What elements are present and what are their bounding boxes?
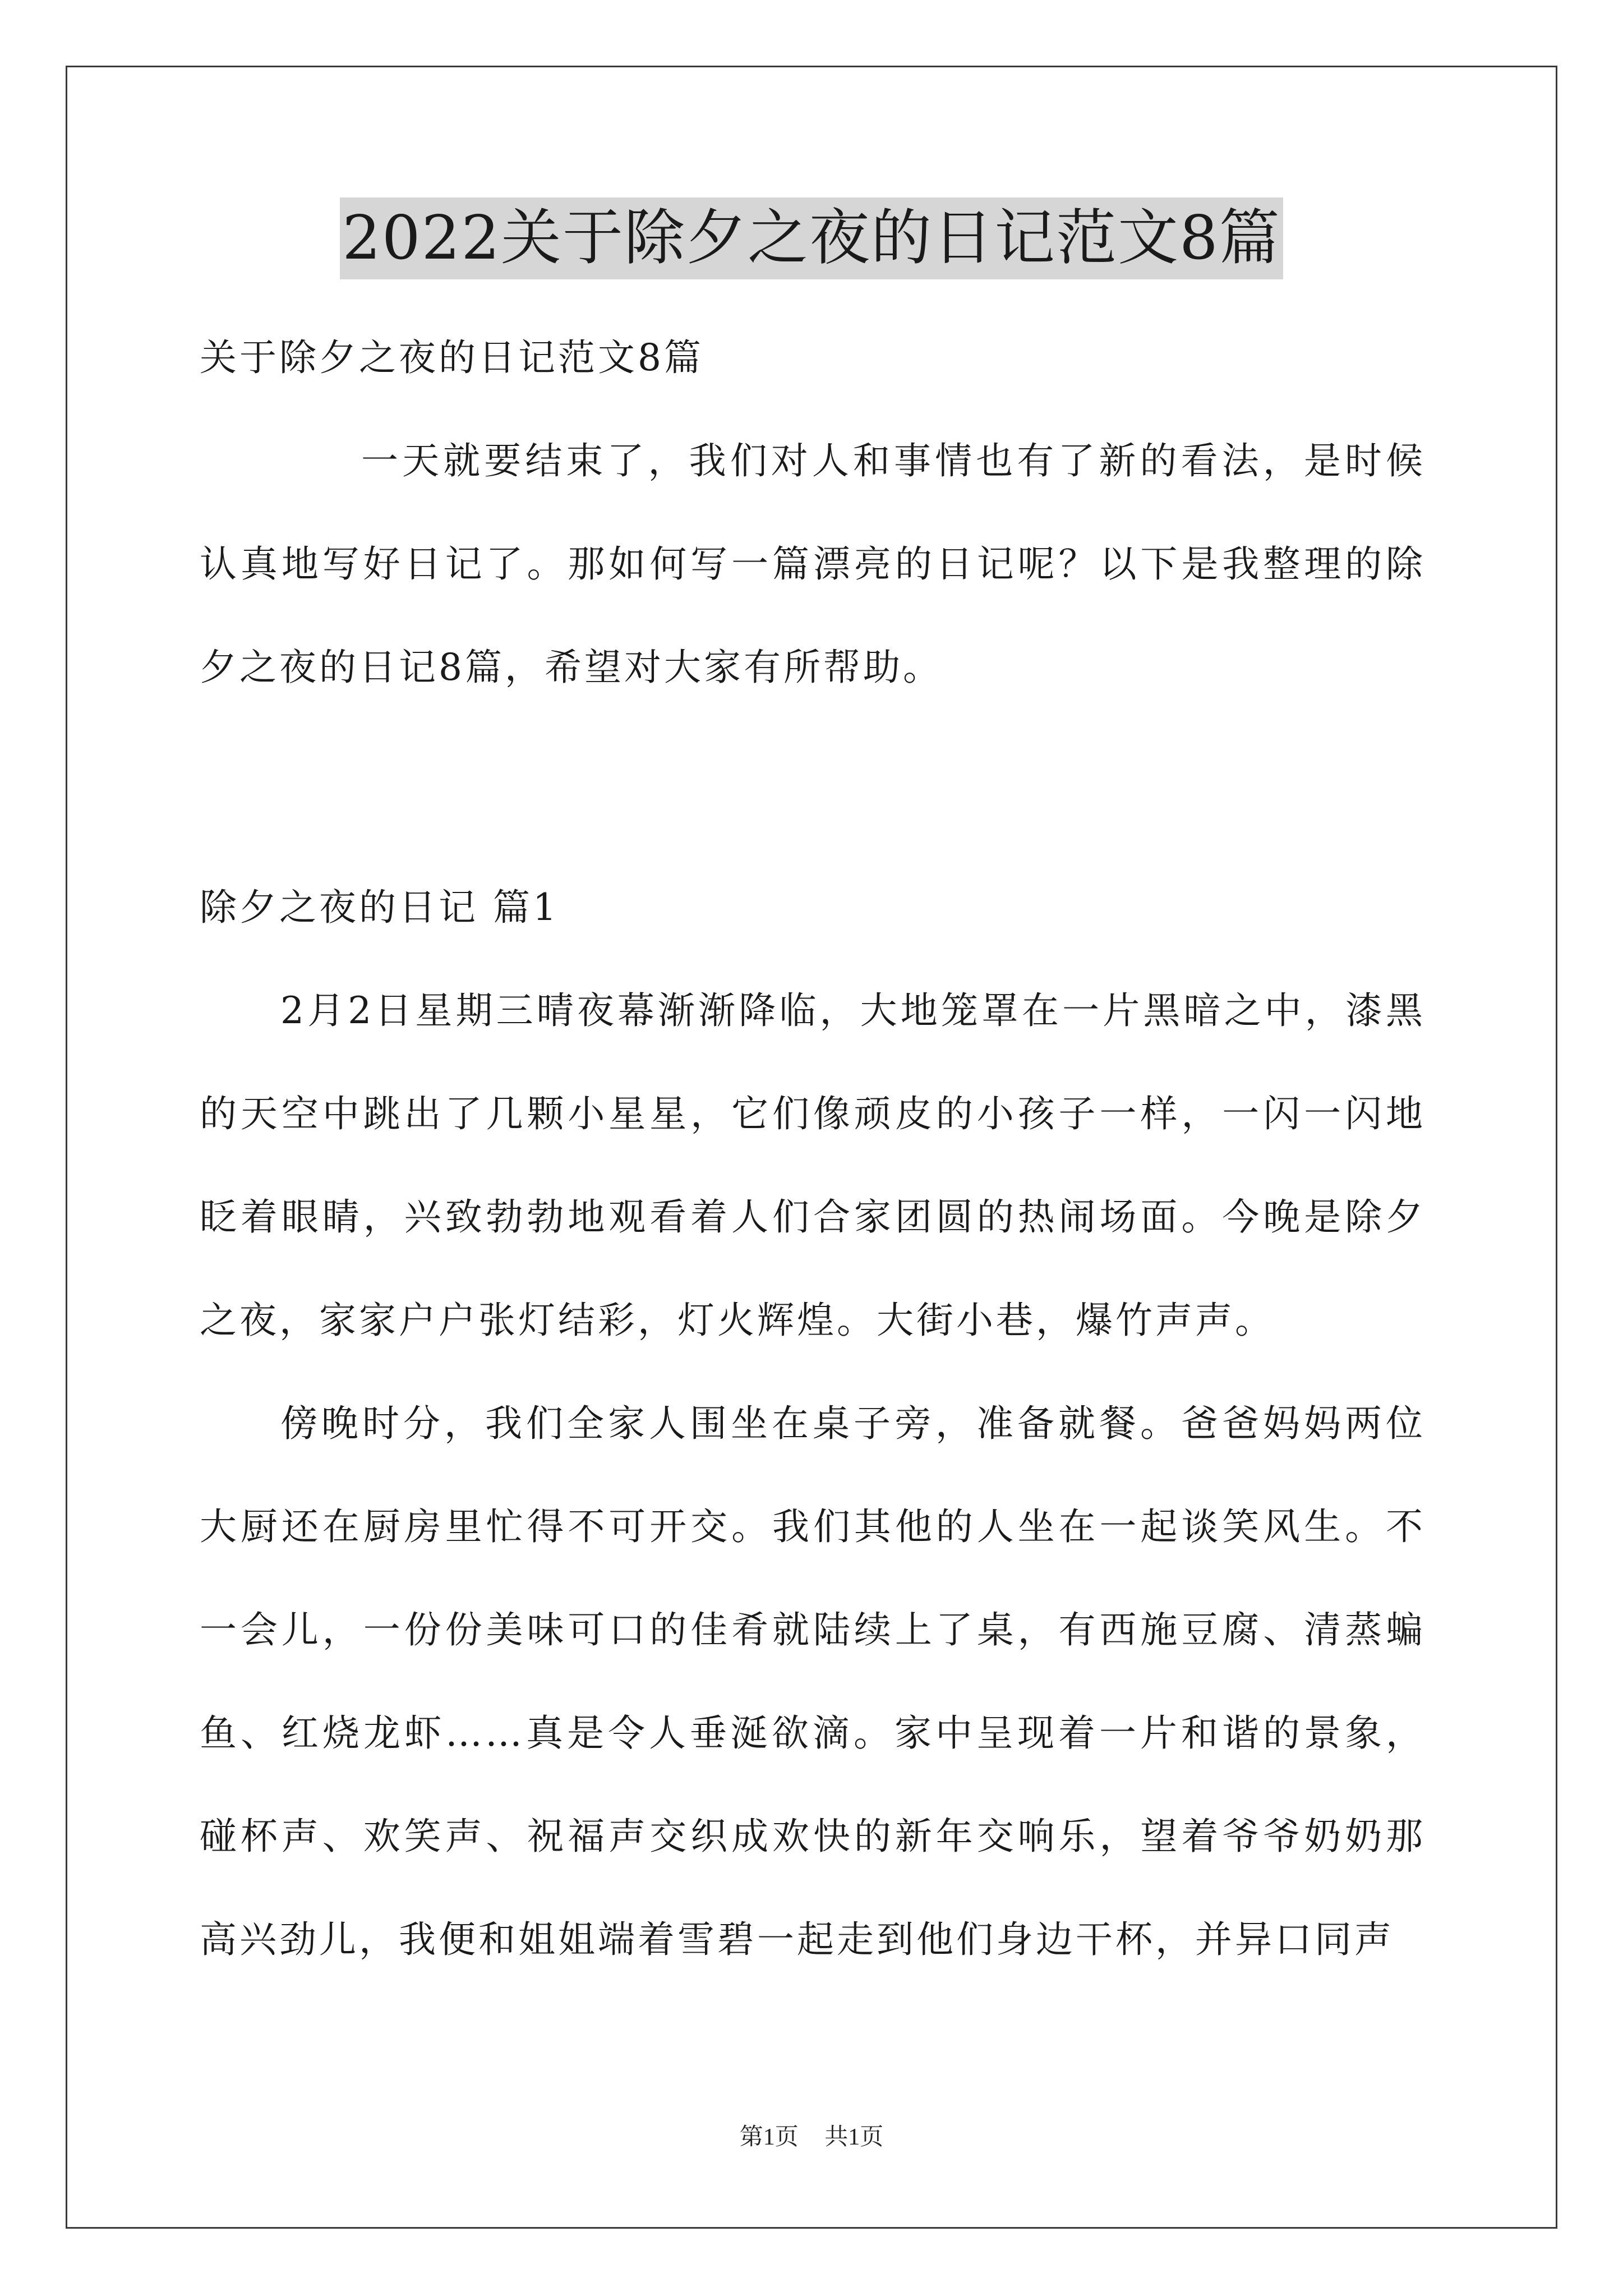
page-number: 第1页 xyxy=(739,2124,799,2150)
intro-paragraph: 一天就要结束了，我们对人和事情也有了新的看法，是时候认真地写好日记了。那如何写一篇漂亮的日记呢？以下是我整理的除夕之夜的日记8篇，希望对大家有所帮助。 xyxy=(200,439,1426,689)
body-paragraph-1: 2月2日星期三晴夜幕渐渐降临，大地笼罩在一片黑暗之中，漆黑的天空中跳出了几颗小星星，它们像顽皮的小孩子一样，一闪一闪地眨着眼睛，兴致勃勃地观看着人们合家团圆的热闹场面。今晚是除夕之夜，家家户户张灯结彩，灯火辉煌。大街小巷，爆竹声声。 xyxy=(200,989,1426,1342)
document-subtitle: 关于除夕之夜的日记范文8篇 xyxy=(200,336,704,379)
section-heading: 除夕之夜的日记 篇1 xyxy=(200,886,559,929)
document-title-text: 2022关于除夕之夜的日记范文8篇 xyxy=(340,197,1283,279)
page-footer xyxy=(0,2118,1623,2152)
body-paragraph-2: 傍晚时分，我们全家人围坐在桌子旁，准备就餐。爸爸妈妈两位大厨还在厨房里忙得不可开交。我们其他的人坐在一起谈笑风生。不一会儿，一份份美味可口的佳肴就陆续上了桌，有西施豆腐、清蒸蝙鱼、红烧龙虾……真是令人垂涎欲滴。家中呈现着一片和谐的景象，碰杯声、欢笑声、祝福声交织成欢快的新年交响乐，望着爷爷奶奶那高兴劲儿，我便和姐姐端着雪碧一起走到他们身边干杯，并异口同声 xyxy=(200,1402,1426,1961)
document-title xyxy=(0,197,1623,279)
page-total: 共1页 xyxy=(824,2124,884,2150)
